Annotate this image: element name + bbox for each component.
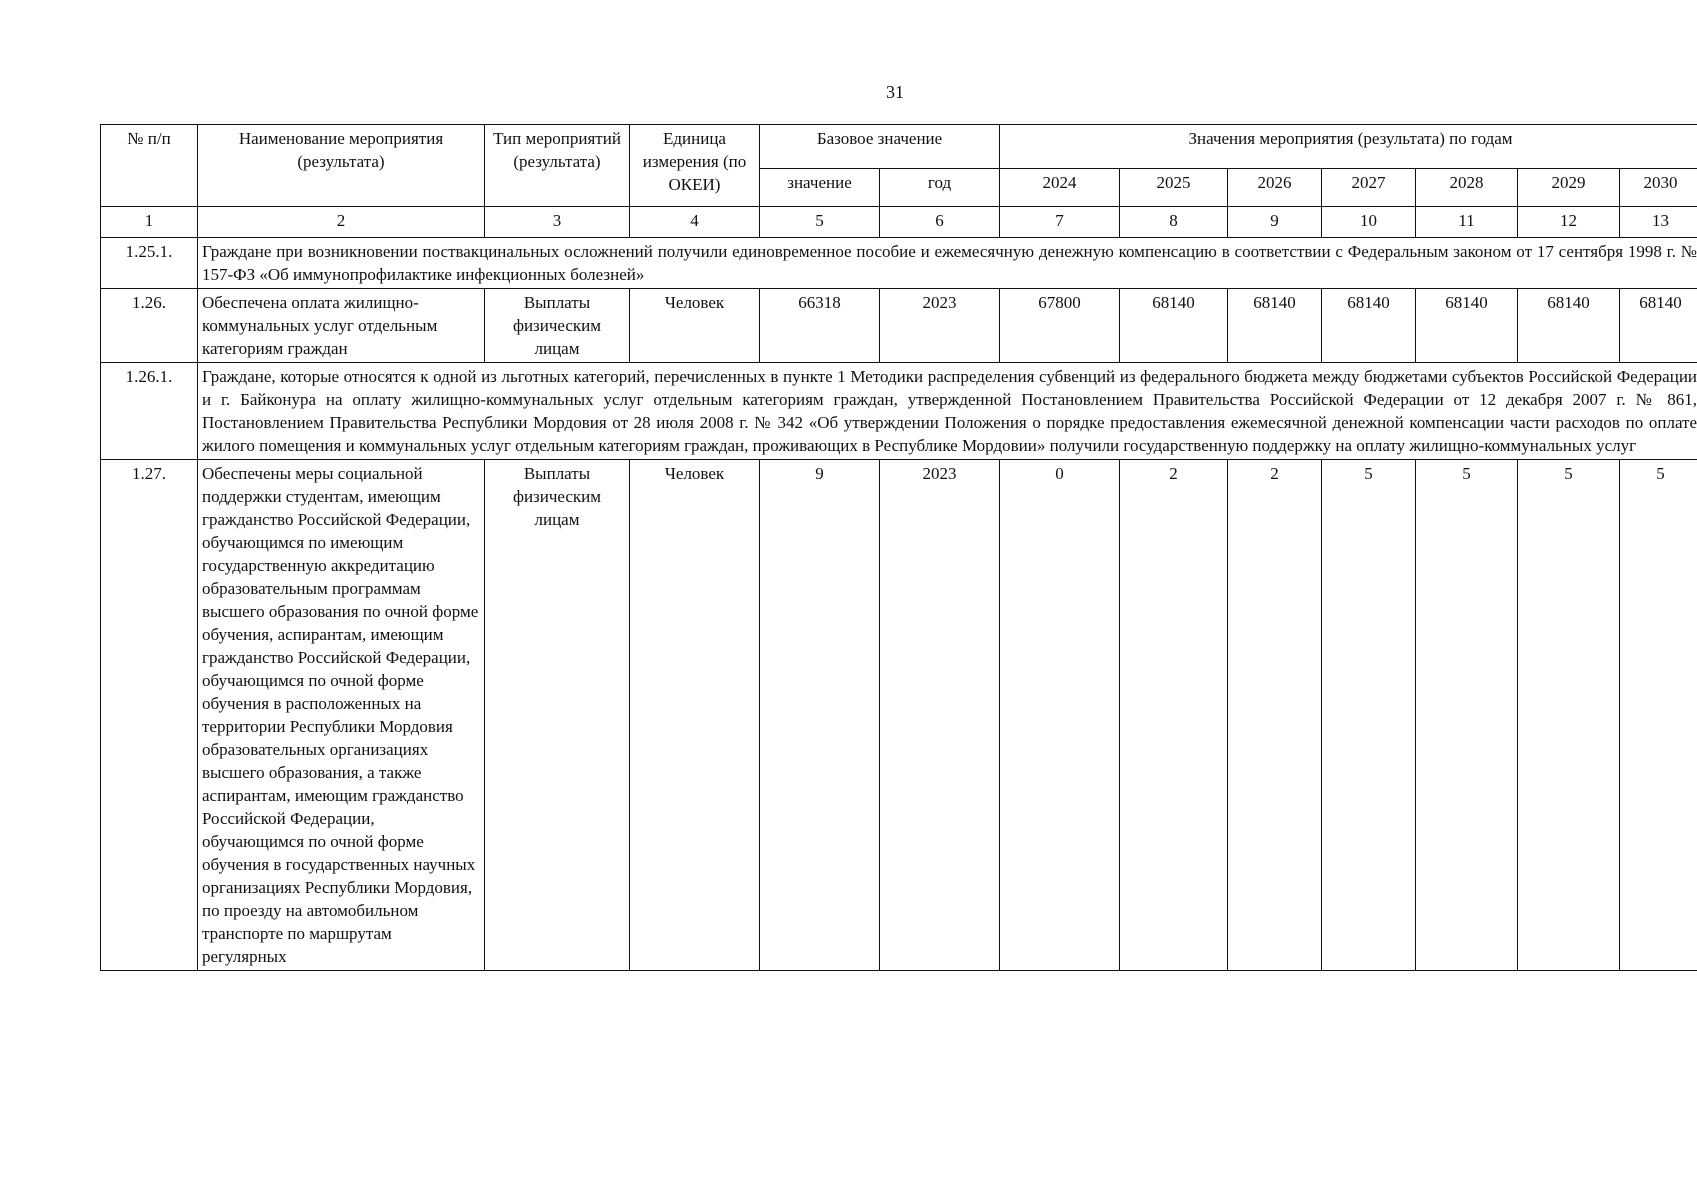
header-unit: Единица измерения (по ОКЕИ) [630,125,760,207]
column-number: 4 [630,207,760,238]
row-value-2027: 5 [1322,460,1416,971]
column-number: 12 [1518,207,1620,238]
row-value-2024: 0 [1000,460,1120,971]
table-row-note [101,238,1697,289]
row-value-2025: 68140 [1120,289,1228,363]
header-years: Значения мероприятия (результата) по годам [1000,125,1697,169]
header-year-2030: 2030 [1620,169,1697,207]
row-base-year: 2023 [880,289,1000,363]
table-row-note [101,363,1697,460]
row-base-value: 66318 [760,289,880,363]
row-type: Выплаты физическим лицам [485,289,630,363]
row-value-2025: 2 [1120,460,1228,971]
row-unit: Человек [630,460,760,971]
row-type: Выплаты физическим лицам [485,460,630,971]
row-number: 1.27. [101,460,198,971]
table-row [101,289,1697,363]
header-year-2026: 2026 [1228,169,1322,207]
row-value-2030: 5 [1620,460,1697,971]
header-type: Тип мероприятий (результата) [485,125,630,207]
row-number: 1.26.1. [101,363,198,460]
column-number: 7 [1000,207,1120,238]
row-value-2026: 2 [1228,460,1322,971]
header-row-1 [101,125,1697,169]
column-number: 11 [1416,207,1518,238]
row-base-year: 2023 [880,460,1000,971]
results-table [100,124,1697,971]
header-year-2029: 2029 [1518,169,1620,207]
header-year-2027: 2027 [1322,169,1416,207]
row-value-2027: 68140 [1322,289,1416,363]
column-number: 3 [485,207,630,238]
row-note-text: Граждане, которые относятся к одной из льготных категорий, перечисленных в пункте 1 Методики распределения субвенций из федерального бюджета между бюджетами субъектов Российской Федерации и г. Байконура на оплату жилищно-коммунальных услуг отдельным категориям граждан, утвержденной Постановлением Правительства Российской Федерации от 12 декабря 2007 г. № 861, Постановлением Правительства Республики Мордовия от 28 июля 2008 г. № 342 «Об утверждении Положения о порядке предоставления ежемесячной денежной компенсации части расходов по оплате жилого помещения и коммунальных услуг отдельным категориям граждан, проживающих в Республике Мордовии» получили государственную поддержку на оплату жилищно-коммунальных услуг [198,363,1697,460]
row-value-2029: 5 [1518,460,1620,971]
header-name: Наименование мероприятия (результата) [198,125,485,207]
column-number: 8 [1120,207,1228,238]
row-unit: Человек [630,289,760,363]
page-number: 31 [886,82,904,102]
header-num: № п/п [101,125,198,207]
header-year-2028: 2028 [1416,169,1518,207]
column-number: 10 [1322,207,1416,238]
row-number: 1.26. [101,289,198,363]
column-number: 13 [1620,207,1697,238]
row-number: 1.25.1. [101,238,198,289]
row-value-2028: 5 [1416,460,1518,971]
row-value-2029: 68140 [1518,289,1620,363]
header-base-year: год [880,169,1000,207]
header-base-value: значение [760,169,880,207]
column-number-row [101,207,1697,238]
row-value-2030: 68140 [1620,289,1697,363]
header-year-2024: 2024 [1000,169,1120,207]
column-number: 2 [198,207,485,238]
column-number: 6 [880,207,1000,238]
row-value-2024: 67800 [1000,289,1120,363]
column-number: 5 [760,207,880,238]
header-base: Базовое значение [760,125,1000,169]
row-name: Обеспечены меры социальной поддержки студентам, имеющим гражданство Российской Федерации, обучающимся по имеющим государственную аккредитацию образовательным программам высшего образования по очной форме обучения, аспирантам, имеющим гражданство Российской Федерации, обучающимся по очной форме обучения в расположенных на территории Республики Мордовия образовательных организациях высшего образования, а также аспирантам, имеющим гражданство Российской Федерации, обучающимся по очной форме обучения в государственных научных организациях Республики Мордовия, по проезду на автомобильном транспорте по маршрутам регулярных [198,460,485,971]
header-year-2025: 2025 [1120,169,1228,207]
row-note-text: Граждане при возникновении поствакцинальных осложнений получили единовременное пособие и ежемесячную денежную компенсацию в соответствии с Федеральным законом от 17 сентября 1998 г. № 157-ФЗ «Об иммунопрофилактике инфекционных болезней» [198,238,1697,289]
row-name: Обеспечена оплата жилищно-коммунальных услуг отдельным категориям граждан [198,289,485,363]
column-number: 9 [1228,207,1322,238]
row-value-2026: 68140 [1228,289,1322,363]
table-row [101,460,1697,971]
row-value-2028: 68140 [1416,289,1518,363]
column-number: 1 [101,207,198,238]
row-base-value: 9 [760,460,880,971]
